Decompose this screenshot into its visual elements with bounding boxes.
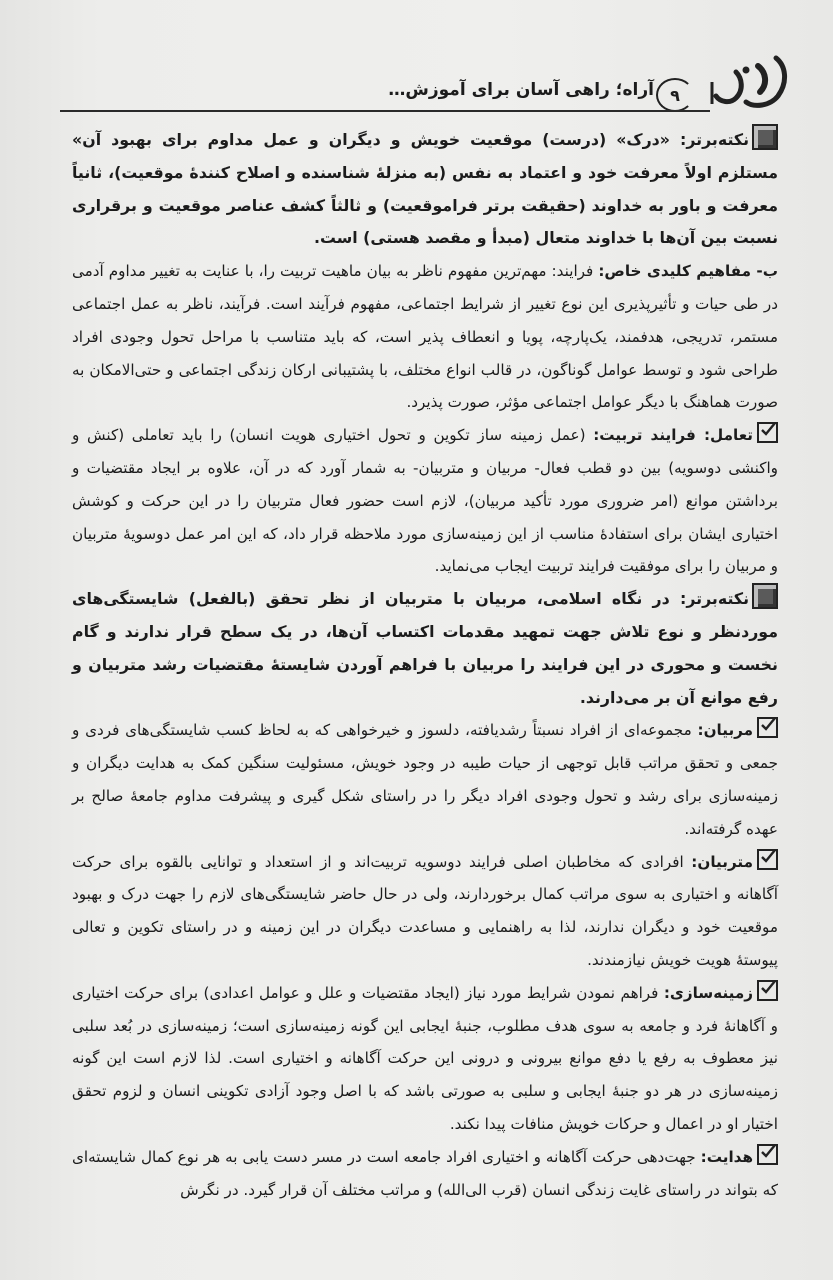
note-paragraph (72, 583, 778, 714)
section-paragraph (72, 255, 778, 419)
definition-paragraph (72, 977, 778, 1141)
definition-text: فراهم نمودن شرایط مورد نیاز (ایجاد مقتضیات و علل و عوامل اعدادی) برای حرکت اختیاری و آگاهانهٔ فرد و جامعه به سوی هدف مطلوب، جنبهٔ ایجابی این گونه زمینه‌سازی است؛ زمینه‌سازی در بُعد سلبی نیز معطوف به رفع یا دفع موانع بیرونی و درونی این حرکت آگاهانه و اختیاری است. لذا لازم است این گونه زمینه‌سازی در هر دو جنبهٔ ایجابی و سلبی به صورتی باشد که با اصل وجود آزادی تکوینی انسان و لزوم تحقق اختیار او در اعمال و حرکات خویش منافات پیدا نکند. (72, 983, 778, 1133)
definition-term: متربیان: (691, 852, 753, 871)
section-heading: ب- مفاهیم کلیدی خاص: (598, 262, 778, 281)
definition-term: تعامل: فرایند تربیت: (593, 426, 753, 445)
checkbox-icon (757, 980, 778, 1001)
definition-text: (عمل زمینه ساز تکوین و تحول اختیاری هویت انسان) را باید تعاملی (کنش و واکنشی دوسویه) بین دو قطب فعال- مربیان و متربیان- به شمار آورد که در آن، علاوه بر ایجاد مقتضیات و برداشتن موانع (امر ضروری مورد تأکید مربیان)، لازم است حضور فعال متربیان را در این حرکت و کوشش اختیاری ایشان برای استفادهٔ مناسب از این زمینه‌سازی مورد ملاحظه قرار داد، که این امر عمل دوسویهٔ متربیان و مربیان را برای موفقیت فرایند تربیت ایجاب می‌نماید. (72, 426, 778, 576)
note-paragraph (72, 124, 778, 255)
checkbox-icon (757, 1144, 778, 1165)
definition-term: مربیان: (697, 721, 754, 740)
note-label: نکته‌برتر: (680, 589, 750, 609)
definition-paragraph (72, 846, 778, 977)
definition-text: مجموعه‌ای از افراد نسبتاً رشدیافته، دلسوز و خیرخواهی که به لحاظ کسب شایستگی‌های فردی و جمعی و تحقق مراتب قابل توجهی از حیات طیبه در وجود خویش، مسئولیت سنگین کمک به هدایت دیگران و زمینه‌سازی برای رشد و تحول وجودی افراد دیگر را در راستای شکل گیری و پیشرفت مداوم جامعهٔ صالح بر عهده گرفته‌اند. (72, 721, 778, 838)
definition-paragraph (72, 714, 778, 845)
section-text: فرایند: مهم‌ترین مفهوم ناظر به بیان ماهیت تربیت را، با عنایت به تغییر مداوم آدمی در طی حیات و تأثیرپذیری این نوع تغییر از شرایط اجتماعی، مفهوم فرآیند است. فرآیند، ناظر به عمل اجتماعی مستمر، تدریجی، هدفمند، یک‌پارچه، پویا و انعطاف پذیر است، که باید متناسب با مراحل تحول وجودی افراد طراحی شود و توسط عوامل گوناگون، در قالب انواع مختلف، با پشتیبانی ارکان زندگی اجتماعی و حتی‌الامکان به صورت هماهنگ با دیگر عوامل اجتماعی مؤثر، صورت پذیرد. (72, 262, 778, 412)
header-divider (60, 110, 710, 112)
note-square-icon (752, 124, 778, 150)
note-text: در نگاه اسلامی، مربیان با متربیان از نظر تحقق (بالفعل) شایستگی‌های موردنظر و نوع تلاش جهت تمهید مقدمات اکتساب آن‌ها، در یک سطح قرار ندارند و گام نخست و محوری در این فرایند را مربیان با فراهم آوردن شایستهٔ مقتضیات رشد متربیان و رفع موانع آن بر می‌دارند. (72, 589, 778, 707)
page-header (60, 52, 790, 116)
running-title: آراه؛ راهی آسان برای آموزش… (388, 80, 654, 100)
note-label: نکته‌برتر: (680, 130, 750, 149)
checkbox-icon (757, 717, 778, 738)
definition-paragraph (72, 1141, 778, 1207)
note-text: «درک» (درست) موقعیت خویش و دیگران و عمل مداوم برای بهبود آن» مستلزم اولاً معرفت خود و اعتماد به نفس (به منزلهٔ شناسنده و اصلاح کنندهٔ موقعیت)، ثانیاً معرفت و باور به خداوند (حقیقت برتر فراموقعیت) و ثالثاً کشف عناصر موقعیت و برقراری نسبت بین آن‌ها با خداوند متعال (مبدأ و مقصد هستی) است. (72, 130, 778, 248)
definition-text: جهت‌دهی حرکت آگاهانه و اختیاری افراد جامعه است در مسر دست یابی به هر نوع کمال شایسته‌ای که بتواند در راستای غایت زندگی انسان (قرب الی‌الله) و مراتب مختلف آن قرار گیرد. در نگرش (72, 1147, 778, 1199)
definition-term: زمینه‌سازی: (663, 983, 753, 1002)
checkbox-icon (757, 422, 778, 443)
definition-paragraph (72, 419, 778, 583)
checkbox-icon (757, 849, 778, 870)
page-body (72, 124, 778, 1206)
definition-text: افرادی که مخاطبان اصلی فرایند دوسویه تربیت‌اند و از استعداد و توانایی بالقوه برای حرکت آگاهانه و اختیاری به سوی مراتب کمال برخوردارند، ولی در حال حاضر شایستگی‌های لازم را جهت درک و بهبود موقعیت خود و دیگران ندارند، لذا به راهنمایی و مساعدت دیگران در این زمینه و در راستای تکوین و تعالی پیوستهٔ هویت خویش نیازمندند. (72, 852, 778, 969)
definition-term: هدایت: (700, 1147, 753, 1166)
note-square-icon (752, 583, 778, 609)
page-number: ۹ (656, 78, 694, 112)
arah-logo (706, 52, 790, 112)
